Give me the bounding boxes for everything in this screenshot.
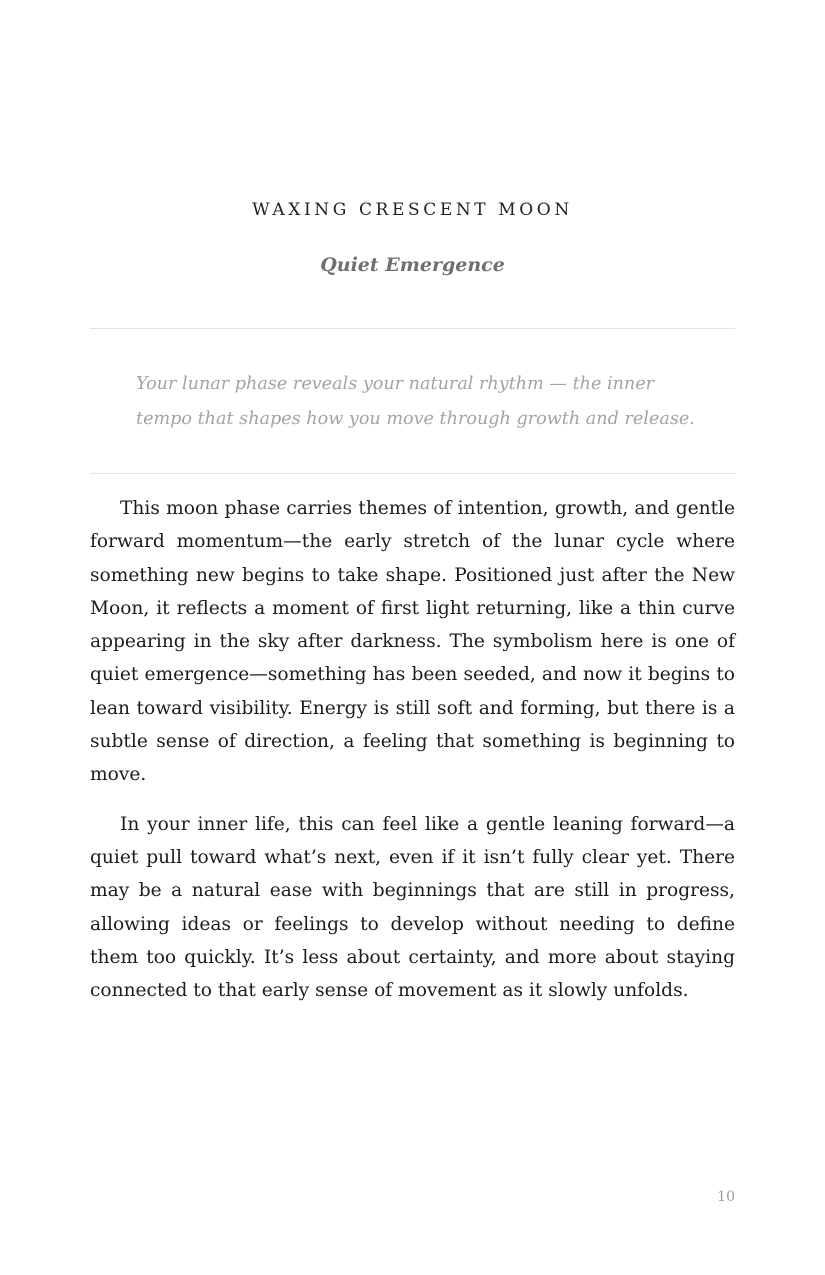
- page-number: 10: [717, 1189, 735, 1205]
- epigraph: Your lunar phase reveals your natural rhythm — the inner tempo that shapes how you move through growth and release.: [136, 374, 695, 429]
- divider-bottom: [90, 473, 735, 474]
- divider-top: [90, 328, 735, 329]
- book-page: [90, 0, 735, 1275]
- body-text: [90, 492, 735, 1023]
- paragraph: In your inner life, this can feel like a gentle leaning forward—a quiet pull toward what’s next, even if it isn’t fully clear yet. There may be a natural ease with beginnings that are still in progress, allowing ideas or feelings to develop without needing to define them too quickly. It’s less about certainty, and more about staying connected to that early sense of movement as it slowly unfolds.: [90, 813, 735, 1002]
- chapter-subtitle: Quiet Emergence: [320, 254, 505, 276]
- chapter-title: WAXING CRESCENT MOON: [252, 200, 573, 220]
- paragraph: This moon phase carries themes of intention, growth, and gentle forward momentum—the early stretch of the lunar cycle where something new begins to take shape. Positioned just after the New Moon, it reflects a moment of first light returning, like a thin curve appearing in the sky after darkness. The symbolism here is one of quiet emergence—something has been seeded, and now it begins to lean toward visibility. Energy is still soft and forming, but there is a subtle sense of direction, a feeling that something is beginning to move.: [90, 498, 735, 786]
